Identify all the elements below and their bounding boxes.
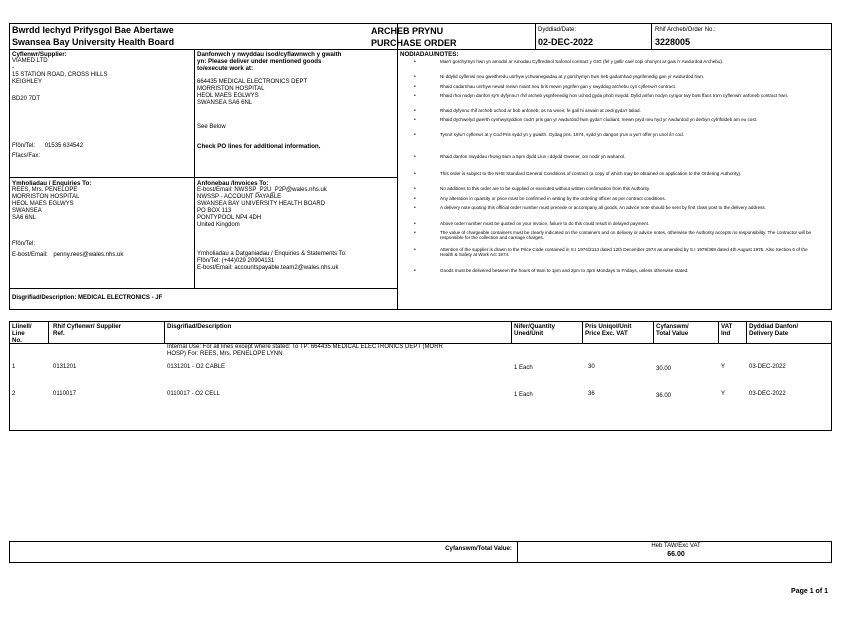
enquiries-line: SA6 6NL xyxy=(12,215,37,221)
note-item: • No additions to this order are to be supplied or executed without written confirmation from this Authority. xyxy=(414,186,651,192)
enquiries-email-label: E-bost/Email: xyxy=(12,252,48,258)
internal-use-note: Internal Use: For all lines except where stated: To TP: 664435 MEDICAL ELECTRONICS DEPT (MORR HOSP) For: REES, Mrs. PENELOPE LYNN xyxy=(167,344,443,357)
supplier-line: VIAMED LTD xyxy=(12,58,48,64)
supplier-phone-value: 01535 634542 xyxy=(44,143,84,149)
row-unit: 1 Each xyxy=(514,365,533,371)
order-date: 02-DEC-2022 xyxy=(538,37,594,47)
note-item: • Any alteration in quantity or price must be confirmed in writing by the ordering officer as per contract conditions. xyxy=(414,196,666,202)
row-line-no: 2 xyxy=(12,391,16,397)
note-item: • A delivery note quoting this official order number must precede or accompany all goods. An advice note should be sent by first class post to the delivery address. xyxy=(414,205,766,211)
org-name-english: Swansea Bay University Health Board xyxy=(12,37,175,47)
row-total: 36.00 xyxy=(656,393,672,399)
row-price: 30 xyxy=(588,364,595,370)
row-price: 36 xyxy=(588,391,595,397)
enquiries-line: SWANSEA xyxy=(12,208,42,214)
delivery-see-below: See Below xyxy=(197,124,226,130)
notes-english xyxy=(414,171,824,291)
notes-heading: NODIADAU/NOTES: xyxy=(400,51,459,58)
org-name-welsh: Bwrdd Iechyd Prifysgol Bae Abertawe xyxy=(12,25,174,35)
col-header-unit: Nifer/Quantity Uned/Unit xyxy=(514,323,555,337)
invoices-line: E-bost/Email: NWSSP_P2U_P2P@wales.nhs.uk xyxy=(197,187,327,193)
note-item: • Goods must be delivered between the hours of 9am to 1pm and 2pm to 4pm Mondays to Fridays, unless otherwise stated. xyxy=(414,268,689,274)
delivery-address-line: MORRISTON HOSPITAL xyxy=(197,86,265,92)
line-items-table xyxy=(9,321,832,431)
statements-label: Ymholiadau a Datganiadau / Enquiries & Statements To: xyxy=(197,251,347,257)
title-english: PURCHASE ORDER xyxy=(371,38,457,48)
col-header-delivery-date: Dyddiad Danfon/ Delivery Date xyxy=(749,323,799,337)
col-header-line: Llinell/ Line No. xyxy=(12,323,32,344)
delivery-heading xyxy=(197,51,341,72)
invoices-address xyxy=(197,187,327,229)
supplier-fax-label: Ffacs/Fax: xyxy=(12,153,41,159)
row-delivery-date: 03-DEC-2022 xyxy=(749,364,786,370)
row-vat: Y xyxy=(721,364,726,370)
enquiries-line: MORRISTON HOSPITAL xyxy=(12,194,80,200)
enquiries-phone-label: Ffôn/Tel: xyxy=(12,241,36,247)
row-line-no: 1 xyxy=(12,364,16,370)
supplier-label: Cyflenwr/Supplier: xyxy=(12,51,67,58)
enquiries-contact xyxy=(12,187,79,222)
col-header-supplier-ref: Rhif Cyflenwr/ Supplier Ref. xyxy=(53,323,122,337)
invoices-label: Anfonebau /Invoices To: xyxy=(197,180,269,187)
col-header-description: Disgrifiad/Description xyxy=(167,323,232,330)
note-item: • The value of chargeable containers must be clearly indicated on the containers and on delivery or advice notes, otherwise the Authority accepts no responsibility. The contractor will be responsible for the collection and carriage charges. xyxy=(414,230,812,241)
note-item: • Attention of the supplier is drawn to the Price Code contained in S.I 1974/2113 dated 12th December 1974 as amended by S.I 1979/369 dated 4th August 1975. Also Section 6 of the Health & Safety at Work Act 1974. xyxy=(414,247,808,258)
supplier-line xyxy=(12,86,107,93)
delivery-address-line: HEOL MAES EGLWYS xyxy=(197,93,259,99)
enquiries-label: Ymholiadau / Enquiries To: xyxy=(12,180,92,187)
total-value: 66.00 xyxy=(667,551,685,558)
col-header-price: Pris Uniqol/Unit Price Exc. VAT xyxy=(585,323,632,337)
enquiries-email-value[interactable]: penny.rees@wales.nhs.uk xyxy=(53,252,124,258)
title-welsh: ARCHEB PRYNU xyxy=(371,26,444,36)
row-delivery-date: 03-DEC-2022 xyxy=(749,391,786,397)
supplier-phone-label: Ffôn/Tel: xyxy=(12,143,36,149)
row-total: 30.00 xyxy=(656,366,672,372)
row-supplier-ref: 0131201 xyxy=(53,364,77,370)
note-item: • Rhaid danfon nwyddau rhwng 9am a 5pm dydd Llun i ddydd Gwener, oni nodir yn wahanol. xyxy=(414,154,626,160)
delivery-check-note: Check PO lines for additional information. xyxy=(197,143,321,150)
row-description: 0110017 - O2 CELL xyxy=(167,391,220,397)
supplier-phone xyxy=(12,143,83,150)
invoices-line: PO BOX 113 xyxy=(197,208,232,214)
note-item: • Tynnir sylw'r cyflenwr at y Cod Pris sydd yn y gwaith. Gydag pris, 1974, sydd yn dangos p'un a yw'r offer yn unol â'r cod. xyxy=(414,132,684,138)
supplier-line: - xyxy=(12,65,14,71)
delivery-address-line: 664435 MEDICAL ELECTRONICS DEPT xyxy=(197,79,308,85)
note-item: • Rhaid rhoi nodyn danfon sy'n dyfynnu'r rhif archeb ysgrifenedig hon uchod gyda phob nwydd. Dylid anfon nodyn cyngor twy bost ffacs tra'n cyflenwi'r anfoneb contract hwn. xyxy=(414,93,789,99)
row-description: 0131201 - O2 CABLE xyxy=(167,364,226,370)
enquiries-email xyxy=(12,252,123,259)
statements-phone: Ffôn/Tel: (+44)029 20904131 xyxy=(197,258,275,264)
delivery-address-line: SWANSEA SA6 6NL xyxy=(197,100,253,106)
delivery-address xyxy=(197,79,307,107)
row-unit: 1 Each xyxy=(514,392,533,398)
supplier-line: BD20 7DT xyxy=(12,96,41,102)
col-header-total: Cyfanswm/ Total Value xyxy=(656,323,689,337)
order-description: Disgrifiad/Description: MEDICAL ELECTRONICS - JF xyxy=(12,295,163,301)
enquiries-line: HEOL MAES EGLWYS xyxy=(12,201,74,207)
order-number: 3228005 xyxy=(655,37,691,47)
page-number: Page 1 of 1 xyxy=(791,588,828,595)
note-item: • Above order number must be quoted on your invoice, failure to do this could result in delayed payment. xyxy=(414,221,650,227)
total-value-label: Cyfanswm/Total Value: xyxy=(445,545,512,552)
statements-email: E-bost/Email: accountspayable.team2@wales.nhs.uk xyxy=(197,265,339,271)
supplier-line: 15 STATION ROAD, CROSS HILLS xyxy=(12,72,108,78)
invoices-line: United Kingdom xyxy=(197,222,240,228)
enquiries-line: REES, Mrs. PENELOPE xyxy=(12,187,78,193)
note-item: • Rhaid dyfynnu rhif archeb uchod ar bob anfoneb, os na wneir, fe gall hi arwain at oedi gyda'r taliad. xyxy=(414,108,641,114)
delivery-heading-line: Danfonwch y nwyddau isod/cyflawnwch y gwaith xyxy=(197,51,342,58)
delivery-heading-line: to/execute work at: xyxy=(197,65,254,72)
note-item: • Ni ddylid cyflenwi neu gweithredu unrhyw ychwanegiadau at y gorchymyn hwn heb gadarnhad ysgrifenedig gan yr Awdurdod hwn. xyxy=(414,74,705,80)
row-vat: Y xyxy=(721,391,726,397)
invoices-line: PONTYPOOL NP4 4DH xyxy=(197,215,262,221)
note-item: • This order is subject to the NHS Standard General Conditions of contract (a copy of which may be obtained on application to the Ordering Authority). xyxy=(414,171,742,177)
order-number-label: Rhif Archeb/Order No.: xyxy=(655,27,716,33)
note-item: • Rhaid dychwelyd gwerth cynhwysyddion codi'r pris gan yr Awdurdod hwn gyda'r cludiant, mewn pryd neu hyd yr Awdurdod yn derbyn cyfrifoldeb am eu cost. xyxy=(414,117,758,123)
statements-contact xyxy=(197,251,347,272)
note-item: • Mae'r gorchymyn hwn yn amodol ar Amodau Cyffredinol Safonol contract y GIG (fel y gellir cael copi ohonynt ar gais i'r Awdurdod Archebu). xyxy=(414,59,724,65)
delivery-heading-line: yn: Please deliver under mentioned goods xyxy=(197,58,322,65)
col-header-vat: VAT Ind xyxy=(721,323,733,337)
invoices-line: SWANSEA BAY UNIVERSITY HEALTH BOARD xyxy=(197,201,326,207)
total-vat-label: Heb TAW/Exc VAT xyxy=(651,543,701,549)
supplier-address xyxy=(12,58,107,103)
date-label: Dyddiad/Date: xyxy=(538,27,577,33)
supplier-line: KEIGHLEY xyxy=(12,79,43,85)
row-supplier-ref: 0110017 xyxy=(53,391,76,397)
notes-welsh xyxy=(414,59,824,169)
invoices-line: NWSSP - ACCOUNT PAYABLE xyxy=(197,194,282,200)
note-item: • Rhaid cadarnhau unrhyw newid mewn maint neu bris mewn ysgrifen gan y swyddog archebu cyn cyflenwi'r contract. xyxy=(414,84,677,90)
